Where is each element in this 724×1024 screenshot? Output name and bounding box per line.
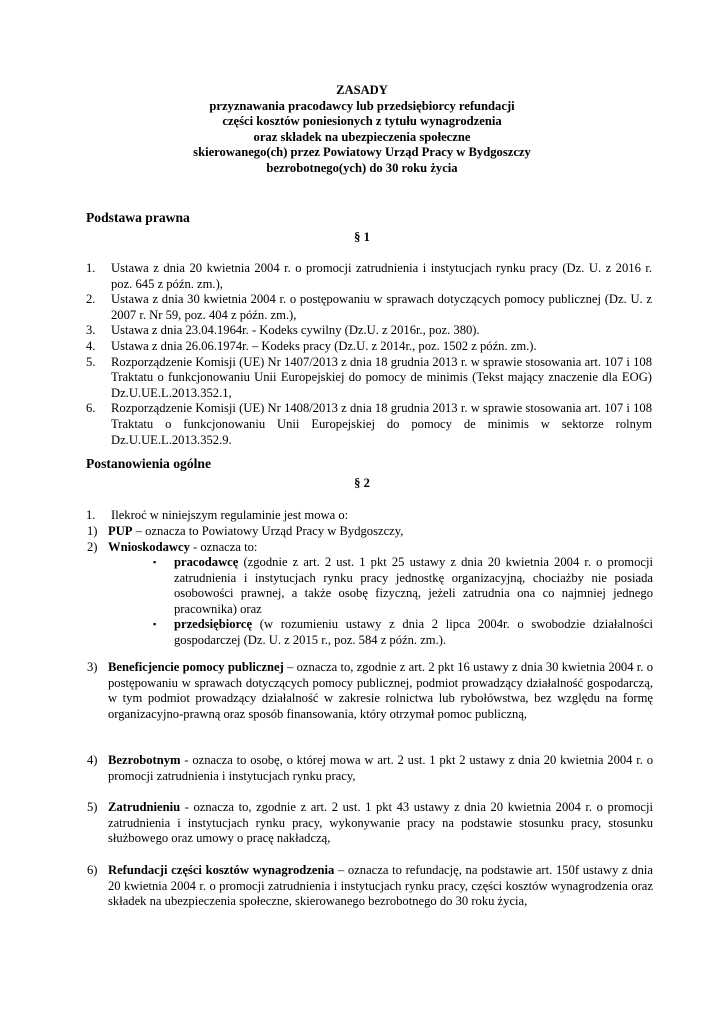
intro-item: 1. Ilekroć w niniejszym regulaminie jest mowa o: [86,508,349,522]
definition-item-unemployed: 4) Bezrobotnym - oznacza to osobę, o której mowa w art. 2 ust. 1 pkt 2 ustawy z dnia 20 kwietnia 2004 r. o promocji zatrudnienia i instytucjach rynku pracy, [87,753,653,783]
list-item: 4. Ustawa z dnia 26.06.1974r. – Kodeks pracy (Dz.U. z 2014r., poz. 1502 z późn. zm.). [86,338,537,353]
paragraph-mark-1: § 1 [354,230,370,244]
title-line: skierowanego(ch) przez Powiatowy Urząd Pracy w Bydgoszczy [193,145,531,160]
list-item: 5. Rozporządzenie Komisji (UE) Nr 1407/2013 z dnia 18 grudnia 2013 r. w sprawie stosowania art. 107 i 108 Traktatu o funkcjonowaniu Unii Europejskiej do pomocy de minimis (Tekst mający znaczenie dla EOG) Dz.U.UE.L.2013.352.1, [86,354,652,400]
paragraph-mark-2: § 2 [354,476,370,490]
title-line: części kosztów poniesionych z tytułu wynagrodzenia [222,114,502,129]
bullet-item-employer: ▪ pracodawcę (zgodnie z art. 2 ust. 1 pkt 25 ustawy z dnia 20 kwietnia 2004 r. o promocji zatrudnienia i instytucjach rynku pracy jednostkę organizacyjną, chociażby nie posiada osobowości prawnej, a także osobę fizyczną, jeżeli zatrudnia ona co najmniej jednego pracownika) oraz [153,555,653,616]
definition-item-refund: 6) Refundacji części kosztów wynagrodzenia – oznacza to refundację, na podstawie art. 150f ustawy z dnia 20 kwietnia 2004 r. o promocji zatrudnienia i instytucjach rynku pracy, części kosztów wynagrodzenia oraz składek na ubezpieczenia społeczne, skierowanego bezrobotnego do 30 roku życia, [87,863,654,909]
document-title [0,83,724,177]
definition-item-pup: 1) PUP – oznacza to Powiatowy Urząd Pracy w Bydgoszczy, [87,524,404,538]
legal-basis-list [86,261,652,448]
bullet-item-entrepreneur: ▪ przedsiębiorcę (w rozumieniu ustawy z dnia 2 lipca 2004r. o swobodzie działalności gospodarczej (Dz. U. z 2015 r., poz. 584 z późn. zm.). [153,617,653,647]
bullet-mark: ▪ [153,619,157,629]
definition-item-beneficiary: 3) Beneficjencie pomocy publicznej – oznacza to, zgodnie z art. 2 pkt 16 ustawy z dnia 30 kwietnia 2004 r. o postępowaniu w sprawach dotyczących pomocy publicznej, podmiot prowadzący działalność gospodarczą, w tym podmiot prowadzący działalność w zakresie rolnictwa lub rybołówstwa, bez względu na formę organizacyjno-prawną oraz sposób finansowania, który otrzymał pomoc publiczną, [87,660,653,721]
title-line: przyznawania pracodawcy lub przedsiębiorcy refundacji [209,98,515,113]
list-item: 3. Ustawa z dnia 23.04.1964r. - Kodeks cywilny (Dz.U. z 2016r., poz. 380). [86,323,480,338]
definition-item-applicants: 2) Wnioskodawcy - oznacza to: [87,540,258,554]
title-line: ZASADY [336,83,388,97]
section-heading-legal-basis: Podstawa prawna [86,210,190,225]
list-item: 6. Rozporządzenie Komisji (UE) Nr 1408/2013 z dnia 18 grudnia 2013 r. w sprawie stosowania art. 107 i 108 Traktatu o funkcjonowaniu Unii Europejskiej do pomocy de minimis w sektorze rolnym Dz.U.UE.L.2013.352.9. [86,401,652,447]
bullet-mark: ▪ [153,557,157,567]
list-item: 1. Ustawa z dnia 20 kwietnia 2004 r. o promocji zatrudnienia i instytucjach rynku pracy (Dz. U. z 2016 r. poz. 645 z późn. zm.), [86,261,652,291]
definition-item-employment: 5) Zatrudnieniu - oznacza to, zgodnie z art. 2 ust. 1 pkt 43 ustawy z dnia 20 kwietnia 2004 r. o promocji zatrudnienia i instytucjach rynku pracy, wykonywanie pracy na podstawie stosunku pracy, stosunku służbowego oraz umowy o pracę nakładczą, [87,800,653,846]
title-line: oraz składek na ubezpieczenia społeczne [253,129,471,144]
list-item: 2. Ustawa z dnia 30 kwietnia 2004 r. o postępowaniu w sprawach dotyczących pomocy publicznej (Dz. U. z 2007 r. Nr 59, poz. 404 z późn. zm.), [86,292,652,322]
title-line: bezrobotnego(ych) do 30 roku życia [266,160,458,175]
section-heading-general-provisions: Postanowienia ogólne [86,456,211,471]
